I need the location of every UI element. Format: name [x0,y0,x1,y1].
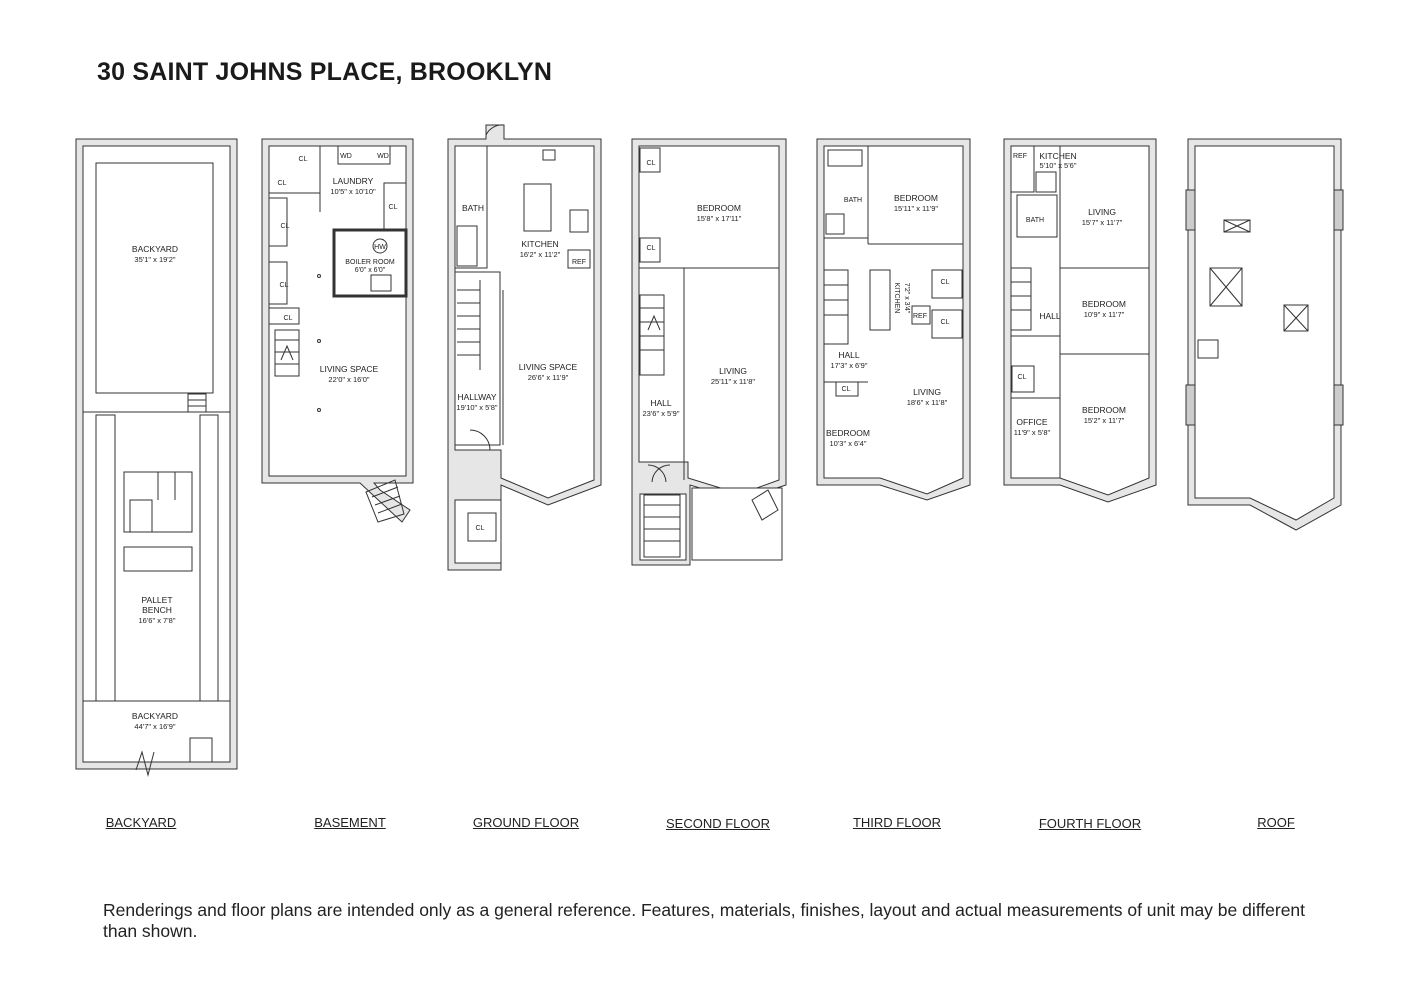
room-label: BATH [843,197,863,204]
room-dimension: 44'7" x 16'9" [134,722,176,731]
room-label: LAUNDRY [332,176,374,186]
room-dimension: 15'2" x 11'7" [1083,416,1125,425]
room-label: BEDROOM [1082,299,1126,309]
room-label: BOILER ROOM [345,259,395,266]
room-dimension: 23'6" x 5'9" [642,409,680,418]
room-label: KITCHEN [893,282,900,314]
closet-tag: CL [298,156,308,163]
room-dimension: 17'3" x 6'9" [830,361,868,370]
room-label: BEDROOM [697,203,741,213]
room-label: BACKYARD [131,244,179,254]
closet-tag: CL [940,279,950,286]
washer-dryer-tag: WD [340,153,352,160]
room-dimension: 10'3" x 6'4" [829,439,867,448]
room-dimension: 10'5" x 10'10" [330,187,376,196]
room-label: BENCH [142,605,172,615]
water-heater-tag: HW [374,244,386,251]
room-dimension: 5'10" x 5'6" [1039,161,1077,170]
closet-tag: CL [646,160,656,167]
room-label: BATH [1025,217,1045,224]
disclaimer-text: Renderings and floor plans are intended only as a general reference. Features, materials, finishes, layout and actual measurements of unit may be different than shown. [103,900,1306,941]
closet-tag: CL [841,386,851,393]
plan-basement [262,139,413,522]
room-dimension: 16'6" x 7'8" [138,616,176,625]
room-dimension: 19'10" x 5'8" [456,403,498,412]
room-dimension: 10'9" x 11'7" [1083,310,1125,319]
refrigerator-tag: REF [1013,153,1027,160]
closet-tag: CL [283,315,293,322]
room-label: LIVING [913,387,941,397]
room-label: LIVING SPACE [319,364,379,374]
closet-tag: CL [646,245,656,252]
floor-caption-third-floor: THIRD FLOOR [852,815,942,830]
closet-tag: CL [1017,374,1027,381]
room-dimension: 25'11" x 11'8" [710,377,756,386]
room-label: BACKYARD [131,711,179,721]
closet-tag: CL [475,525,485,532]
closet-tag: CL [388,204,398,211]
floor-caption-basement: BASEMENT [314,815,386,830]
floor-caption-second-floor: SECOND FLOOR [665,816,771,831]
floor-caption-backyard: BACKYARD [105,815,177,830]
floor-caption-ground-floor: GROUND FLOOR [472,815,580,830]
room-dimension: 6'0" x 6'0" [354,267,386,274]
room-dimension: 11'9" x 5'8" [1013,428,1051,437]
room-label: HALL [838,350,860,360]
plan-fourth-floor [1004,139,1156,502]
room-label: BEDROOM [826,428,870,438]
room-label: BEDROOM [1082,405,1126,415]
room-label: HALL [650,398,672,408]
room-label: HALL [1039,311,1061,321]
room-dimension: 18'6" x 11'8" [906,398,948,407]
plan-ground-floor [448,125,601,570]
closet-tag: CL [280,223,290,230]
room-label: LIVING SPACE [518,362,578,372]
room-label: KITCHEN [1039,151,1077,161]
refrigerator-tag: REF [913,313,927,320]
page-title: 30 SAINT JOHNS PLACE, BROOKLYN [97,58,553,86]
room-dimension: 7'2" x 3'4" [903,282,910,314]
closet-tag: CL [940,319,950,326]
refrigerator-tag: REF [572,259,586,266]
room-label: KITCHEN [521,239,559,249]
room-label: BEDROOM [894,193,938,203]
plan-backyard [76,139,237,775]
closet-tag: CL [279,282,289,289]
room-label: LIVING [1088,207,1116,217]
room-label: LIVING [719,366,747,376]
floor-caption-fourth-floor: FOURTH FLOOR [1038,816,1142,831]
washer-dryer-tag: WD [377,153,389,160]
room-dimension: 22'0" x 16'0" [328,375,370,384]
plan-roof [1186,139,1343,530]
room-dimension: 35'1" x 19'2" [134,255,176,264]
room-label: PALLET [141,595,173,605]
closet-tag: CL [277,180,287,187]
room-dimension: 15'7" x 11'7" [1081,218,1123,227]
room-dimension: 16'2" x 11'2" [519,250,561,259]
room-label: BATH [461,203,485,213]
room-dimension: 26'6" x 11'9" [527,373,569,382]
room-label: HALLWAY [457,392,497,402]
room-dimension: 15'8" x 17'11" [696,214,742,223]
room-label: OFFICE [1016,417,1048,427]
floor-caption-roof: ROOF [1257,815,1295,830]
room-dimension: 15'11" x 11'9" [893,204,939,213]
